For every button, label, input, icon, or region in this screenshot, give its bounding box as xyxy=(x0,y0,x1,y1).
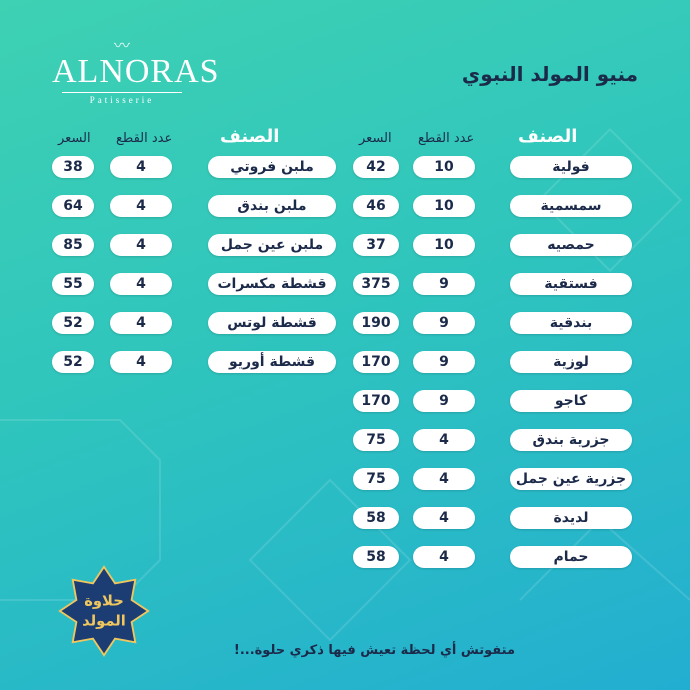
right-price-header: السعر xyxy=(359,131,392,146)
right-item-name: فستقية xyxy=(510,273,632,295)
left-item-price: 85 xyxy=(52,234,94,256)
right-item-price: 46 xyxy=(353,195,399,217)
left-item-name: قشطة لوتس xyxy=(208,312,336,334)
left-item-qty: 4 xyxy=(110,312,172,334)
right-item-price: 58 xyxy=(353,507,399,529)
right-item-name: حمصيه xyxy=(510,234,632,256)
right-item-qty: 9 xyxy=(413,351,475,373)
mawlid-badge-icon xyxy=(58,565,150,657)
right-item-name: جزرية بندق xyxy=(510,429,632,451)
right-item-name: بندقية xyxy=(510,312,632,334)
menu-title: منيو المولد النبوي xyxy=(461,62,638,86)
right-item-qty: 4 xyxy=(413,507,475,529)
right-item-name: لوزية xyxy=(510,351,632,373)
right-item-name: لديدة xyxy=(510,507,632,529)
right-item-qty: 4 xyxy=(413,429,475,451)
right-qty-header: عدد القطع xyxy=(418,131,475,146)
left-item-header: الصنف xyxy=(220,126,280,147)
left-item-qty: 4 xyxy=(110,195,172,217)
right-item-qty: 10 xyxy=(413,156,475,178)
left-item-name: قشطة أوريو xyxy=(208,351,336,373)
right-item-name: جزرية عين جمل xyxy=(510,468,632,490)
right-item-price: 190 xyxy=(353,312,399,334)
left-item-name: ملبن فروتي xyxy=(208,156,336,178)
right-item-qty: 9 xyxy=(413,390,475,412)
left-item-price: 55 xyxy=(52,273,94,295)
right-item-qty: 4 xyxy=(413,468,475,490)
right-item-price: 170 xyxy=(353,351,399,373)
badge-line2: المولد xyxy=(82,612,126,630)
brand-logo xyxy=(52,36,220,105)
left-item-name: ملبن عين جمل xyxy=(208,234,336,256)
left-item-price: 52 xyxy=(52,312,94,334)
left-item-qty: 4 xyxy=(110,156,172,178)
left-item-qty: 4 xyxy=(110,273,172,295)
right-item-name: سمسمية xyxy=(510,195,632,217)
right-item-price: 75 xyxy=(353,468,399,490)
left-item-price: 38 xyxy=(52,156,94,178)
right-item-price: 75 xyxy=(353,429,399,451)
left-item-qty: 4 xyxy=(110,351,172,373)
left-qty-header: عدد القطع xyxy=(116,131,173,146)
right-item-price: 58 xyxy=(353,546,399,568)
right-item-price: 170 xyxy=(353,390,399,412)
right-item-price: 42 xyxy=(353,156,399,178)
footer-slogan: متفوتش أي لحظة تعيش فيها ذكري حلوة...! xyxy=(233,643,515,658)
badge-line1: حلاوة xyxy=(84,592,124,610)
left-item-qty: 4 xyxy=(110,234,172,256)
bird-icon: 〰 xyxy=(113,36,130,55)
brand-name: ALNORAS xyxy=(52,53,220,90)
brand-subtitle: Patisserie xyxy=(62,92,182,105)
right-item-name: حمام xyxy=(510,546,632,568)
right-item-name: فولية xyxy=(510,156,632,178)
right-item-qty: 9 xyxy=(413,273,475,295)
left-item-price: 64 xyxy=(52,195,94,217)
right-item-price: 37 xyxy=(353,234,399,256)
left-item-name: ملبن بندق xyxy=(208,195,336,217)
right-item-qty: 10 xyxy=(413,234,475,256)
right-item-qty: 10 xyxy=(413,195,475,217)
left-price-header: السعر xyxy=(58,131,91,146)
right-item-qty: 9 xyxy=(413,312,475,334)
right-item-name: كاجو xyxy=(510,390,632,412)
right-item-qty: 4 xyxy=(413,546,475,568)
right-item-header: الصنف xyxy=(518,126,578,147)
left-item-name: قشطة مكسرات xyxy=(208,273,336,295)
left-item-price: 52 xyxy=(52,351,94,373)
right-item-price: 375 xyxy=(353,273,399,295)
